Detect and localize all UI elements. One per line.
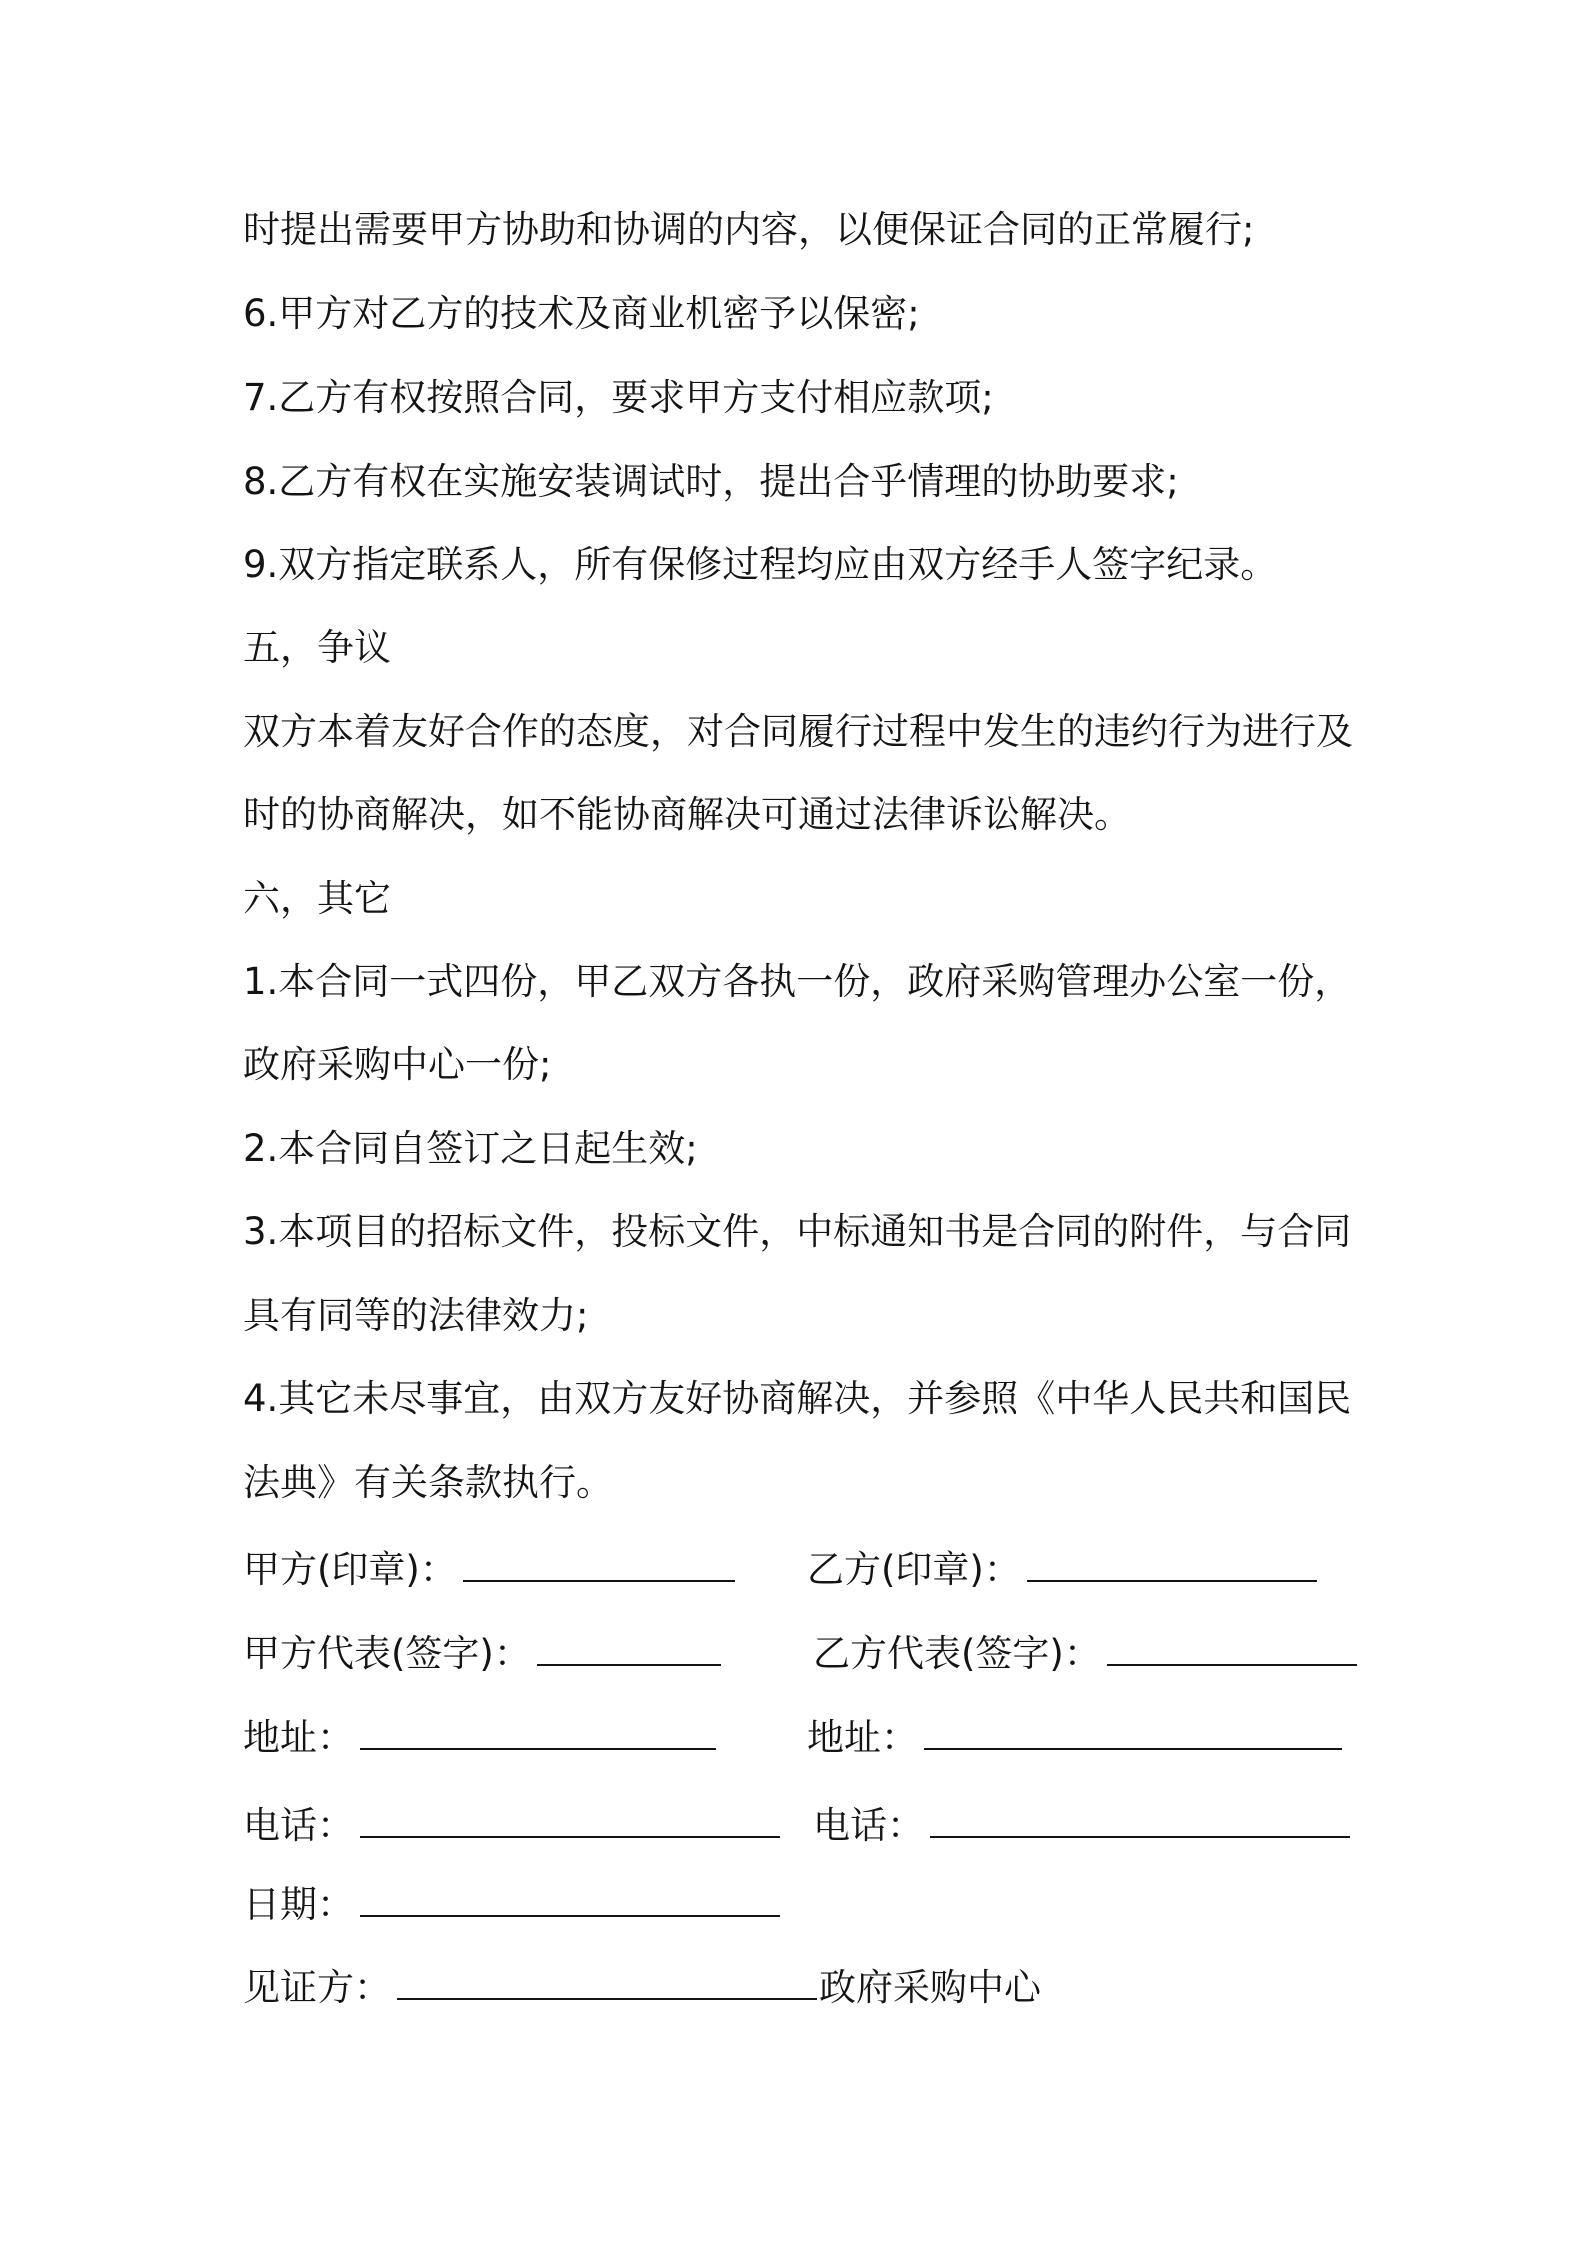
section-heading-dispute: 五，争议 <box>243 626 391 669</box>
date-label: 日期： <box>243 1883 354 1926</box>
paragraph-line: 时的协商解决，如不能协商解决可通过法律诉讼解决。 <box>243 793 1131 836</box>
address-a-blank[interactable] <box>360 1710 716 1750</box>
party-b-seal <box>807 1542 1317 1594</box>
clause-2: 2.本合同自签订之日起生效; <box>243 1127 698 1170</box>
witness-label: 见证方： <box>243 1966 391 2009</box>
address-b-label: 地址： <box>807 1716 918 1759</box>
date-field <box>243 1877 780 1929</box>
clause-1: 1.本合同一式四份，甲乙双方各执一份，政府采购管理办公室一份， <box>243 960 1352 1003</box>
party-a-seal-label: 甲方(印章)： <box>243 1548 457 1591</box>
clause-7: 7.乙方有权按照合同，要求甲方支付相应款项; <box>243 376 994 419</box>
paragraph-line: 时提出需要甲方协助和协调的内容，以便保证合同的正常履行; <box>243 208 1255 251</box>
clause-4: 4.其它未尽事宜，由双方友好协商解决，并参照《中华人民共和国民 <box>243 1377 1352 1420</box>
section-heading-other: 六，其它 <box>243 877 391 920</box>
phone-b <box>813 1798 1350 1850</box>
party-a-seal <box>243 1542 735 1594</box>
address-a <box>243 1710 716 1762</box>
signature-row-date <box>243 1877 1363 1925</box>
paragraph-line: 政府采购中心一份; <box>243 1043 552 1086</box>
witness-blank[interactable] <box>397 1960 817 2000</box>
address-b-blank[interactable] <box>924 1710 1342 1750</box>
date-blank[interactable] <box>360 1877 780 1917</box>
party-b-rep-blank[interactable] <box>1107 1626 1357 1666</box>
clause-3: 3.本项目的招标文件，投标文件，中标通知书是合同的附件，与合同 <box>243 1210 1352 1253</box>
signature-row-witness <box>243 1960 1363 2008</box>
clause-6: 6.甲方对乙方的技术及商业机密予以保密; <box>243 292 920 335</box>
signature-row-seal <box>243 1542 1363 1590</box>
phone-b-label: 电话： <box>813 1804 924 1847</box>
party-b-seal-blank[interactable] <box>1027 1542 1317 1582</box>
clause-9: 9.双方指定联系人，所有保修过程均应由双方经手人签字纪录。 <box>243 543 1278 586</box>
party-b-seal-label: 乙方(印章)： <box>807 1548 1021 1591</box>
clause-8: 8.乙方有权在实施安装调试时，提出合乎情理的协助要求; <box>243 460 1179 503</box>
party-b-rep-label: 乙方代表(签字)： <box>813 1632 1101 1675</box>
paragraph-line: 法典》有关条款执行。 <box>243 1461 613 1504</box>
party-a-rep-blank[interactable] <box>537 1626 721 1666</box>
signature-row-address <box>243 1710 1363 1758</box>
paragraph-line: 具有同等的法律效力; <box>243 1294 589 1337</box>
party-a-rep <box>243 1626 721 1678</box>
address-b <box>807 1710 1342 1762</box>
party-b-rep <box>813 1626 1357 1678</box>
party-a-rep-label: 甲方代表(签字)： <box>243 1632 531 1675</box>
address-a-label: 地址： <box>243 1716 354 1759</box>
signature-row-representative <box>243 1626 1363 1674</box>
phone-a-label: 电话： <box>243 1804 354 1847</box>
phone-a <box>243 1798 780 1850</box>
witness-name: 政府采购中心 <box>819 1966 1041 2009</box>
phone-b-blank[interactable] <box>930 1798 1350 1838</box>
signature-row-phone <box>243 1798 1363 1846</box>
witness-field <box>243 1960 1041 2012</box>
party-a-seal-blank[interactable] <box>463 1542 735 1582</box>
phone-a-blank[interactable] <box>360 1798 780 1838</box>
paragraph-line: 双方本着友好合作的态度，对合同履行过程中发生的违约行为进行及 <box>243 710 1353 753</box>
